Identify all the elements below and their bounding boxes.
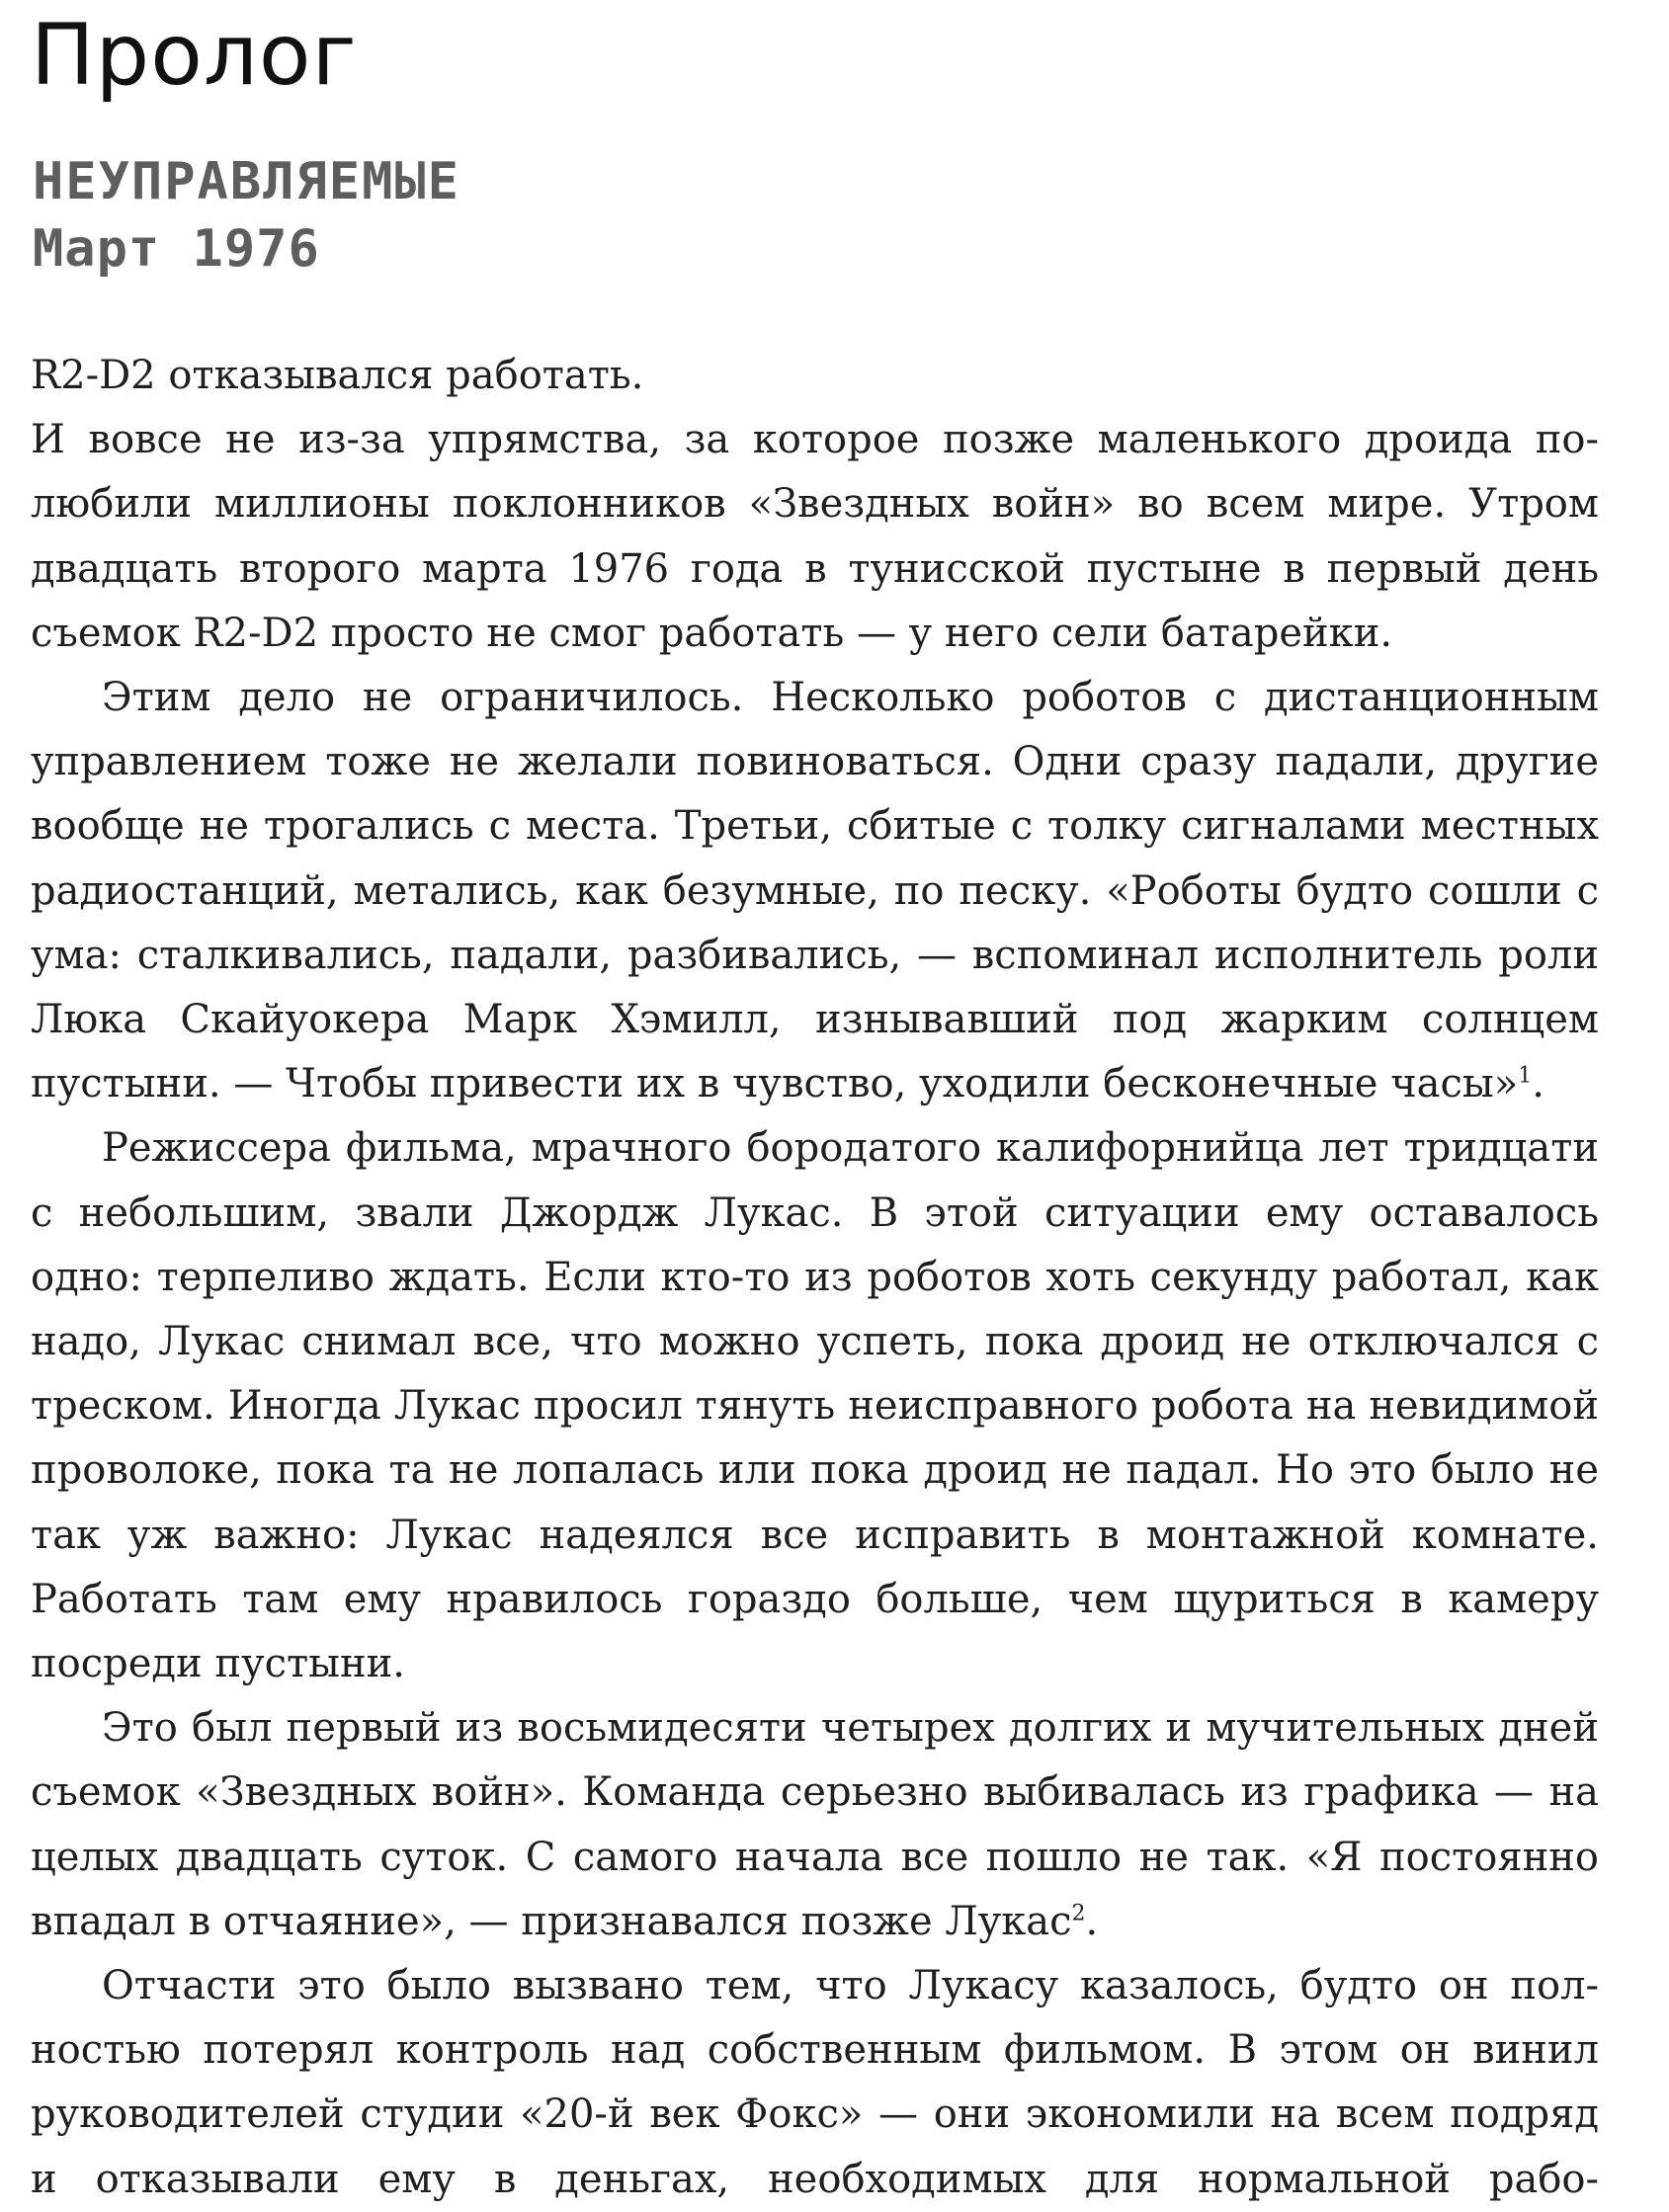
body-text [31,344,1599,2212]
paragraph-text: Режиссера фильма, мрачного бородатого калифорнийца лет тридцати с небольшим, звали Джордж Лукас. В этой ситуации ему оставалось одно: терпеливо ждать. Если кто-то из роботов хоть секунду работал, как надо, Лукас снимал все, что можно успеть, пока дроид не отключался с треском. Иногда Лукас просил тянуть неисправного робота на невидимой проволоке, пока та не лопалась или пока дроид не падал. Но это было не так уж важно: Лукас надеялся все исправить в монтажной комнате. Работать там ему нравилось гораздо больше, чем щуриться в камеру посреди пустыни. [31,1125,1599,1687]
paragraph-end: . [1085,1898,1099,1944]
paragraph [31,666,1599,1116]
paragraph [31,408,1599,666]
chapter-title: Пролог [31,6,358,105]
book-page [31,0,1599,2202]
paragraph-text: И вовсе не из-за упрямства, за которое позже маленького дроида полюбили миллионы поклонников «Звездных войн» во всем мире. Утром двадцать второго марта 1976 года в тунисской пустыне в первый день съемок R2-D2 просто не смог работать — у него сели батарейки. [31,417,1599,656]
footnote-ref[interactable]: 1 [1518,1063,1533,1089]
chapter-date: Март 1976 [33,219,320,279]
paragraph-text: Отчасти это было вызвано тем, что Лукасу казалось, будто он полностью потерял контроль над собственным фильмом. В этом он винил руководителей студии «20-й век Фокс» — они экономили на всем подряд и отказывали ему в деньгах, необходимых для нормальной рабо- [31,1963,1599,2202]
footnote-ref[interactable]: 2 [1071,1901,1086,1926]
paragraph-text: R2-D2 отказывался работать. [31,353,644,398]
paragraph [31,344,1599,408]
paragraph-text: Это был первый из восьмидесяти четырех долгих и мучительных дней съемок «Звездных войн». Команда серьезно выбивалась из графика — на целых двадцать суток. С самого начала все пошло не так. «Я постоянно впадал в отчаяние», — признавался позже Лукас [31,1705,1599,1944]
paragraph-text: Этим дело не ограничилось. Несколько роботов с дистанционным управлением тоже не желали повиноваться. Одни сразу падали, другие вообще не трогались с места. Третьи, сбитые с толку сигналами местных радиостанций, метались, как безумные, по песку. «Роботы будто сошли с ума: сталкивались, падали, разбивались, — вспоминал исполнитель роли Люка Скайуокера Марк Хэмилл, изнывавший под жарким солнцем пустыни. — Чтобы привести их в чувство, уходили бесконечные часы» [31,675,1599,1107]
paragraph [31,1954,1599,2212]
paragraph-end: . [1532,1061,1544,1107]
chapter-subtitle: НЕУПРАВЛЯЕМЫЕ [33,152,460,211]
paragraph [31,1696,1599,1954]
paragraph [31,1116,1599,1696]
